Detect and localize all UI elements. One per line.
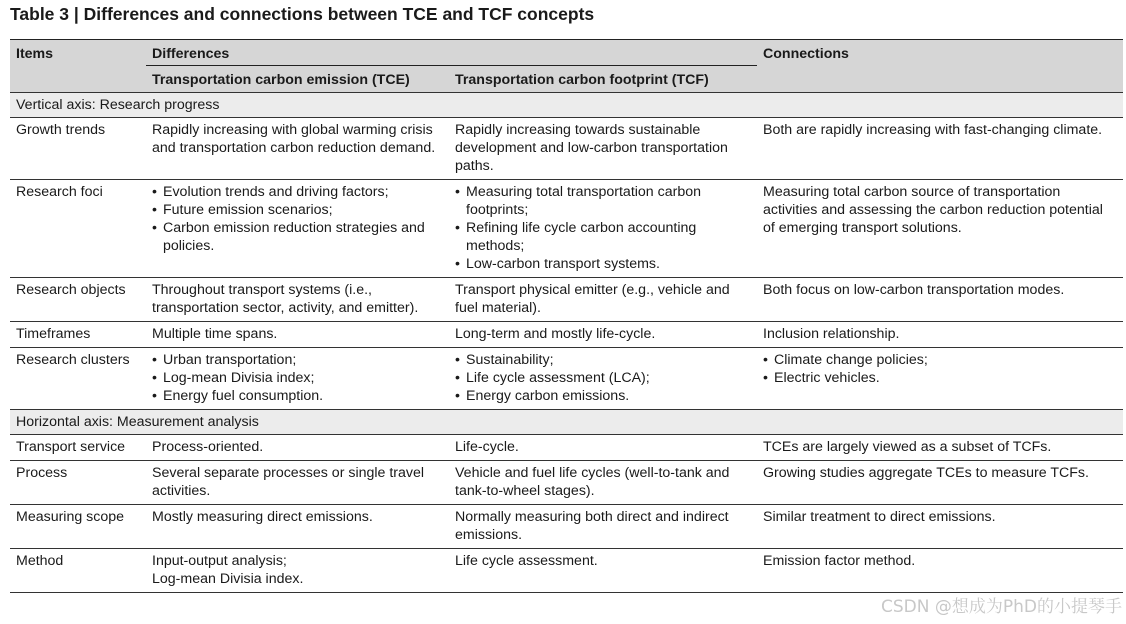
bullet-item: • Low-carbon transport systems. — [455, 255, 751, 273]
table-row — [10, 180, 1123, 278]
bullet-item: • Energy carbon emissions. — [455, 387, 751, 405]
bullet-item: • Electric vehicles. — [763, 369, 1117, 387]
cell-tcf-line: Life-cycle. — [455, 439, 519, 455]
header-blank — [10, 66, 146, 93]
cell-tcf — [449, 505, 757, 549]
cell-connection-line: Both are rapidly increasing with fast-changing climate. — [763, 122, 1103, 138]
cell-tcf — [449, 322, 757, 348]
section-row — [10, 410, 1123, 435]
cell-tcf-line: Normally measuring both direct and indirect emissions. — [455, 509, 729, 543]
cell-tce — [146, 549, 449, 593]
cell-tce-list — [152, 183, 443, 255]
table-row — [10, 461, 1123, 505]
cell-tce — [146, 278, 449, 322]
bullet-item: • Sustainability; — [455, 351, 751, 369]
cell-connection — [757, 461, 1123, 505]
cell-tcf — [449, 435, 757, 461]
cell-tcf — [449, 461, 757, 505]
cell-connection-list — [763, 351, 1117, 387]
cell-tce-line: Multiple time spans. — [152, 326, 278, 342]
cell-tcf-line: Vehicle and fuel life cycles (well-to-tank and tank-to-wheel stages). — [455, 465, 730, 499]
cell-connection — [757, 180, 1123, 278]
cell-connection — [757, 322, 1123, 348]
cell-connection-line: Similar treatment to direct emissions. — [763, 509, 996, 525]
cell-connection-line: Both focus on low-carbon transportation modes. — [763, 282, 1065, 298]
table-body — [10, 93, 1123, 593]
cell-tce-line: Several separate processes or single travel activities. — [152, 465, 425, 499]
cell-connection-line: Inclusion relationship. — [763, 326, 900, 342]
header-blank-right — [757, 66, 1123, 93]
row-item: Process — [10, 461, 146, 505]
row-item: Transport service — [10, 435, 146, 461]
cell-tce-line: Mostly measuring direct emissions. — [152, 509, 373, 525]
bullet-item: • Life cycle assessment (LCA); — [455, 369, 751, 387]
cell-connection — [757, 549, 1123, 593]
cell-tcf-list — [455, 183, 751, 273]
cell-connection — [757, 348, 1123, 410]
watermark: CSDN @想成为PhD的小提琴手 — [881, 597, 1122, 617]
cell-tce — [146, 180, 449, 278]
cell-tcf-line: Transport physical emitter (e.g., vehicle and fuel material). — [455, 282, 730, 316]
cell-connection-line: Emission factor method. — [763, 553, 916, 569]
header-items: Items — [10, 40, 146, 66]
cell-connection-line: TCEs are largely viewed as a subset of TCFs. — [763, 439, 1052, 455]
cell-connection — [757, 278, 1123, 322]
header-connections: Connections — [757, 40, 1123, 66]
section-label: Vertical axis: Research progress — [10, 93, 1123, 118]
comparison-table — [10, 39, 1123, 593]
table-row — [10, 549, 1123, 593]
table-row — [10, 118, 1123, 180]
bullet-item: • Refining life cycle carbon accounting methods; — [455, 219, 751, 255]
cell-tcf — [449, 118, 757, 180]
row-item: Research foci — [10, 180, 146, 278]
table-header — [10, 40, 1123, 93]
table-row — [10, 505, 1123, 549]
cell-tce-line: Throughout transport systems (i.e., transportation sector, activity, and emitter). — [152, 282, 419, 316]
cell-tce-list — [152, 351, 443, 405]
bullet-item: • Log-mean Divisia index; — [152, 369, 443, 387]
cell-connection — [757, 505, 1123, 549]
cell-tce — [146, 461, 449, 505]
row-item: Research objects — [10, 278, 146, 322]
table-title: Table 3 | Differences and connections between TCE and TCF concepts — [10, 4, 595, 24]
cell-tce-line: Rapidly increasing with global warming crisis and transportation carbon reduction demand. — [152, 122, 436, 156]
bullet-item: • Future emission scenarios; — [152, 201, 443, 219]
cell-connection — [757, 118, 1123, 180]
cell-tce — [146, 505, 449, 549]
cell-connection-line: Growing studies aggregate TCEs to measure TCFs. — [763, 465, 1089, 481]
row-item: Measuring scope — [10, 505, 146, 549]
cell-tce-line: Input-output analysis; — [152, 553, 287, 569]
bullet-item: • Urban transportation; — [152, 351, 443, 369]
bullet-item: • Climate change policies; — [763, 351, 1117, 369]
cell-connection-line: Measuring total carbon source of transportation activities and assessing the carbon reduction potential of emerging transport solutions. — [763, 184, 1103, 236]
section-row — [10, 93, 1123, 118]
cell-tcf — [449, 549, 757, 593]
header-differences: Differences — [146, 40, 757, 66]
table-row — [10, 322, 1123, 348]
bullet-item: • Energy fuel consumption. — [152, 387, 443, 405]
cell-tcf — [449, 348, 757, 410]
section-label: Horizontal axis: Measurement analysis — [10, 410, 1123, 435]
cell-tcf-line: Life cycle assessment. — [455, 553, 598, 569]
table-row — [10, 348, 1123, 410]
cell-tce — [146, 435, 449, 461]
table-row — [10, 278, 1123, 322]
bullet-item: • Evolution trends and driving factors; — [152, 183, 443, 201]
table-row — [10, 435, 1123, 461]
bullet-item: • Carbon emission reduction strategies and policies. — [152, 219, 443, 255]
cell-tce — [146, 322, 449, 348]
cell-tce — [146, 348, 449, 410]
cell-connection — [757, 435, 1123, 461]
cell-tcf-line: Long-term and mostly life-cycle. — [455, 326, 656, 342]
row-item: Timeframes — [10, 322, 146, 348]
cell-tce-line: Process-oriented. — [152, 439, 264, 455]
cell-tcf — [449, 180, 757, 278]
cell-tce — [146, 118, 449, 180]
row-item: Research clusters — [10, 348, 146, 410]
row-item: Method — [10, 549, 146, 593]
row-item: Growth trends — [10, 118, 146, 180]
header-tcf: Transportation carbon footprint (TCF) — [449, 66, 757, 93]
cell-tcf-list — [455, 351, 751, 405]
bullet-item: • Measuring total transportation carbon footprints; — [455, 183, 751, 219]
cell-tcf — [449, 278, 757, 322]
cell-tcf-line: Rapidly increasing towards sustainable development and low-carbon transportation paths. — [455, 122, 728, 174]
cell-tce-line: Log-mean Divisia index. — [152, 571, 304, 587]
header-tce: Transportation carbon emission (TCE) — [146, 66, 449, 93]
